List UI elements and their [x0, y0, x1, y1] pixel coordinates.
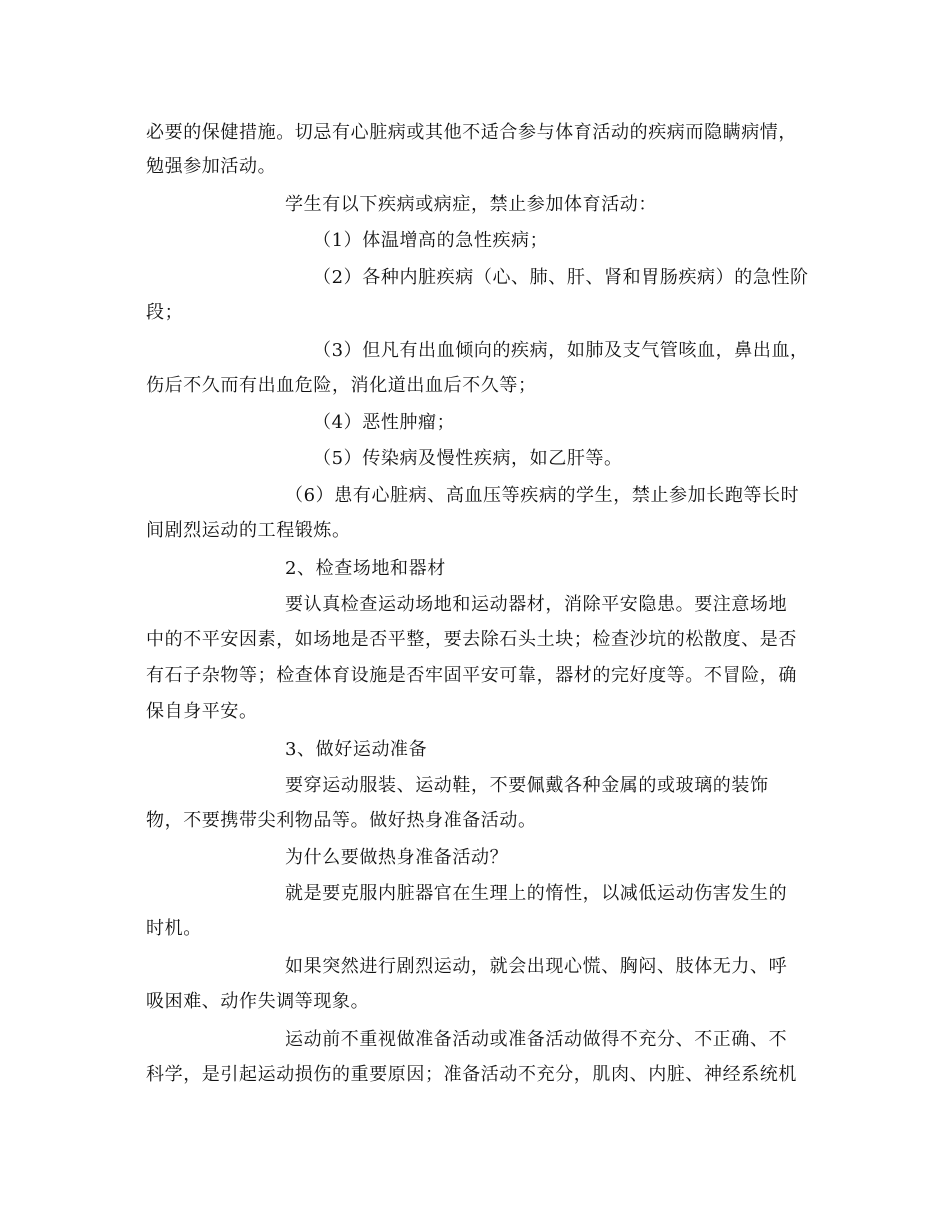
list-item: （2）各种内脏疾病（心、肺、肝、肾和胃肠疾病）的急性阶: [313, 267, 809, 288]
paragraph-start: 要穿运动服装、运动鞋，不要佩戴各种金属的或玻璃的装饰: [285, 775, 769, 796]
text-line: 中的不平安因素，如场地是否平整，要去除石头土块；检查沙坑的松散度、是否: [146, 629, 797, 650]
list-item: （5）传染病及慢性疾病，如乙肝等。: [313, 448, 623, 469]
text-line: 吸困难、动作失调等现象。: [146, 991, 370, 1012]
section-intro: 学生有以下疾病或病症，禁止参加体育活动：: [285, 194, 657, 215]
text-line: 段；: [146, 302, 184, 323]
paragraph-start: 如果突然进行剧烈运动，就会出现心慌、胸闷、肢体无力、呼: [285, 956, 788, 977]
text-line: 物，不要携带尖利物品等。做好热身准备活动。: [146, 810, 537, 831]
question-line: 为什么要做热身准备活动？: [285, 847, 509, 868]
section-heading: 3、做好运动准备: [285, 739, 428, 760]
text-line: 科学，是引起运动损伤的重要原因；准备活动不充分，肌肉、内脏、神经系统机: [146, 1064, 797, 1085]
list-item: （1）体温增高的急性疾病；: [313, 230, 549, 251]
list-item: （6）患有心脏病、高血压等疾病的学生，禁止参加长跑等长时: [285, 485, 800, 506]
text-line: 伤后不久而有出血危险，消化道出血后不久等；: [146, 375, 537, 396]
text-line: 保自身平安。: [146, 701, 258, 722]
list-item: （4）恶性肿瘤；: [313, 412, 456, 433]
text-line: 时机。: [146, 918, 202, 939]
text-line: 勉强参加活动。: [146, 156, 277, 177]
section-heading: 2、检查场地和器材: [285, 558, 446, 579]
text-line: 有石子杂物等；检查体育设施是否牢固平安可靠，器材的完好度等。不冒险，确: [146, 665, 797, 686]
paragraph-start: 就是要克服内脏器官在生理上的惰性，以减低运动伤害发生的: [285, 883, 788, 904]
text-line: 间剧烈运动的工程锻炼。: [146, 520, 351, 541]
paragraph-start: 要认真检查运动场地和运动器材，消除平安隐患。要注意场地: [285, 594, 788, 615]
list-item: （3）但凡有出血倾向的疾病，如肺及支气管咳血，鼻出血，: [313, 340, 809, 361]
paragraph-start: 运动前不重视做准备活动或准备活动做得不充分、不正确、不: [285, 1029, 788, 1050]
text-line: 必要的保健措施。切忌有心脏病或其他不适合参与体育活动的疾病而隐瞒病情，: [146, 122, 797, 143]
